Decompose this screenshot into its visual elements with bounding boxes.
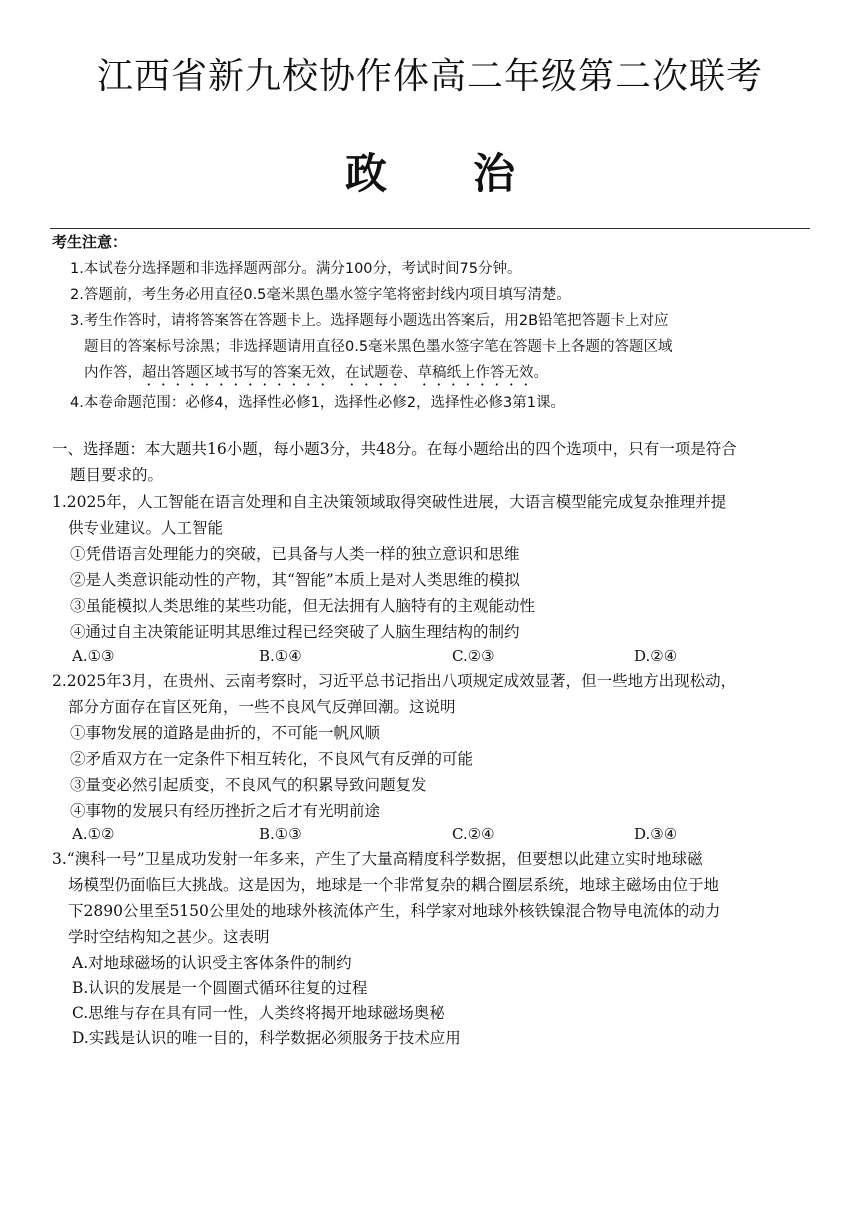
option-d: D.②④: [634, 647, 678, 665]
question-1-item: ④通过自主决策能证明其思维过程已经突破了人脑生理结构的制约: [70, 623, 520, 641]
notice-item-number: 3.: [70, 313, 84, 329]
question-3-stem: 3.“澳科一号”卫星成功发射一年多来，产生了大量高精度科学数据，但要想以此建立实时地球磁: [52, 850, 703, 868]
question-2-options: [72, 822, 792, 846]
question-2-stem-cont: 部分方面存在盲区死角，一些不良风气反弹回潮。这说明: [68, 698, 456, 716]
notice-item-2: [70, 282, 810, 308]
notice-item-text: 考生作答时，请将答案答在答题卡上。选择题每小题选出答案后，用2B铅笔把答题卡上对应: [83, 313, 669, 329]
notice-item-text: 答题前，考生务必用直径0.5毫米黑色墨水签字笔将密封线内项目填写清楚。: [83, 287, 571, 303]
question-2-item: ②矛盾双方在一定条件下相互转化，不良风气有反弹的可能: [70, 750, 474, 768]
notice-item-text-line3: 内作答，超出答题区域书写的答案无效，在试题卷、草稿纸上作答无效。: [84, 365, 548, 381]
notice-item-3: [70, 308, 810, 389]
subject-char-2: 治: [473, 149, 516, 198]
question-2-item: ③量变必然引起质变，不良风气的积累导致问题复发: [70, 776, 427, 794]
question-3-choice-a: A.对地球磁场的认识受主客体条件的制约: [72, 954, 352, 972]
notice-item-number: 4.: [70, 395, 84, 411]
option-b: B.①④: [259, 647, 302, 665]
option-d: D.③④: [634, 825, 678, 843]
emphasized-warning-2: 在试题卷、草稿纸上作答无效: [345, 365, 534, 381]
notice-item-text: 本试卷分选择题和非选择题两部分。满分100分，考试时间75分钟。: [83, 261, 522, 277]
option-a: A.①②: [72, 825, 115, 843]
section-instructions-cont: 题目要求的。: [70, 466, 164, 484]
question-1-item: ③虽能模拟人类思维的某些功能，但无法拥有人脑特有的主观能动性: [70, 597, 536, 615]
question-1-stem: 1.2025年，人工智能在语言处理和自主决策领域取得突破性进展，大语言模型能完成复杂推理并提: [52, 493, 727, 511]
notice-item-number: 1.: [70, 261, 84, 277]
notice-item-text: 题目的答案标号涂黑；非选择题请用直径0.5毫米黑色墨水签字笔在答题卡上各题的答题区域: [84, 339, 673, 355]
subject-char-1: 政: [344, 149, 387, 198]
question-3-choice-d: D.实践是认识的唯一目的，科学数据必须服务于技术应用: [72, 1029, 461, 1047]
notice-item-number: 2.: [70, 287, 84, 303]
question-3-stem-cont: 下2890公里至5150公里处的地球外核流体产生，科学家对地球外核铁镍混合物导电流体的动力: [68, 902, 721, 920]
subject-title: [0, 146, 860, 202]
notice-item-text: 本卷命题范围：必修4，选择性必修1，选择性必修2，选择性必修3第1课。: [83, 395, 565, 411]
notice-item-4: [70, 390, 810, 416]
option-b: B.①③: [259, 825, 302, 843]
header-divider: [50, 228, 810, 229]
question-2-item: ④事物的发展只有经历挫折之后才有光明前途: [70, 802, 381, 820]
question-3-stem-cont: 场模型仍面临巨大挑战。这是因为，地球是一个非常复杂的耦合圈层系统，地球主磁场由位于地: [68, 876, 720, 894]
section-instructions: 一、选择题：本大题共16小题，每小题3分，共48分。在每小题给出的四个选项中，只有一项是符合: [52, 440, 737, 458]
option-c: C.②③: [452, 647, 495, 665]
question-1-options: [72, 644, 792, 668]
emphasized-warning-1: 超出答题区域书写的答案无效: [142, 365, 331, 381]
question-3-stem-cont: 学时空结构知之甚少。这表明: [68, 928, 270, 946]
question-2-stem: 2.2025年3月，在贵州、云南考察时，习近平总书记指出八项规定成效显著，但一些地方出现松动，: [52, 672, 737, 690]
notice-heading: 考生注意：: [52, 233, 128, 251]
question-1-stem-cont: 供专业建议。人工智能: [68, 519, 224, 537]
exam-title: 江西省新九校协作体高二年级第二次联考: [96, 56, 763, 97]
option-a: A.①③: [72, 647, 115, 665]
notice-item-1: [70, 256, 810, 282]
option-c: C.②④: [452, 825, 495, 843]
question-2-item: ①事物发展的道路是曲折的，不可能一帆风顺: [70, 724, 381, 742]
question-1-item: ②是人类意识能动性的产物，其“智能”本质上是对人类思维的模拟: [70, 571, 520, 589]
question-3-choice-c: C.思维与存在具有同一性，人类终将揭开地球磁场奥秘: [72, 1004, 445, 1022]
question-1-item: ①凭借语言处理能力的突破，已具备与人类一样的独立意识和思维: [70, 545, 520, 563]
question-3-choice-b: B.认识的发展是一个圆圈式循环往复的过程: [72, 979, 368, 997]
